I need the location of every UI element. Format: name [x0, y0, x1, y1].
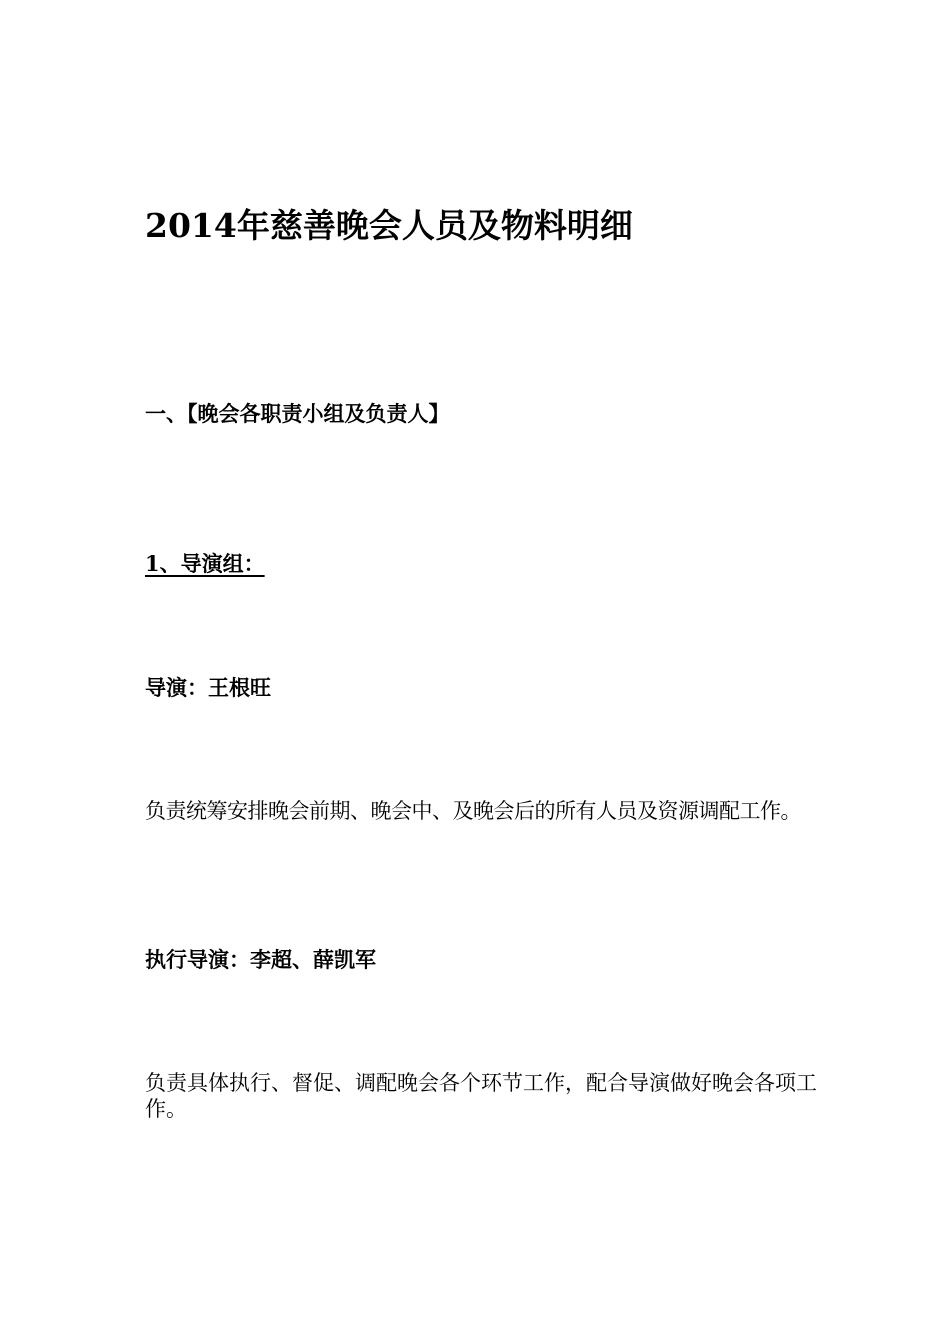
subsection-heading: 1、导演组：: [145, 551, 265, 576]
role-label-executive-director: 执行导演：李超、薛凯军: [145, 947, 376, 972]
page-title: 2014年慈善晚会人员及物料明细: [145, 206, 633, 245]
role-description-executive-director: 负责具体执行、督促、调配晚会各个环节工作，配合导演做好晚会各项工作。: [145, 1071, 817, 1121]
role-label-director: 导演：王根旺: [145, 675, 271, 700]
section-heading: 一、【晚会各职责小组及负责人】: [145, 401, 450, 426]
role-description-director: 负责统筹安排晚会前期、晚会中、及晚会后的所有人员及资源调配工作。: [145, 799, 801, 823]
